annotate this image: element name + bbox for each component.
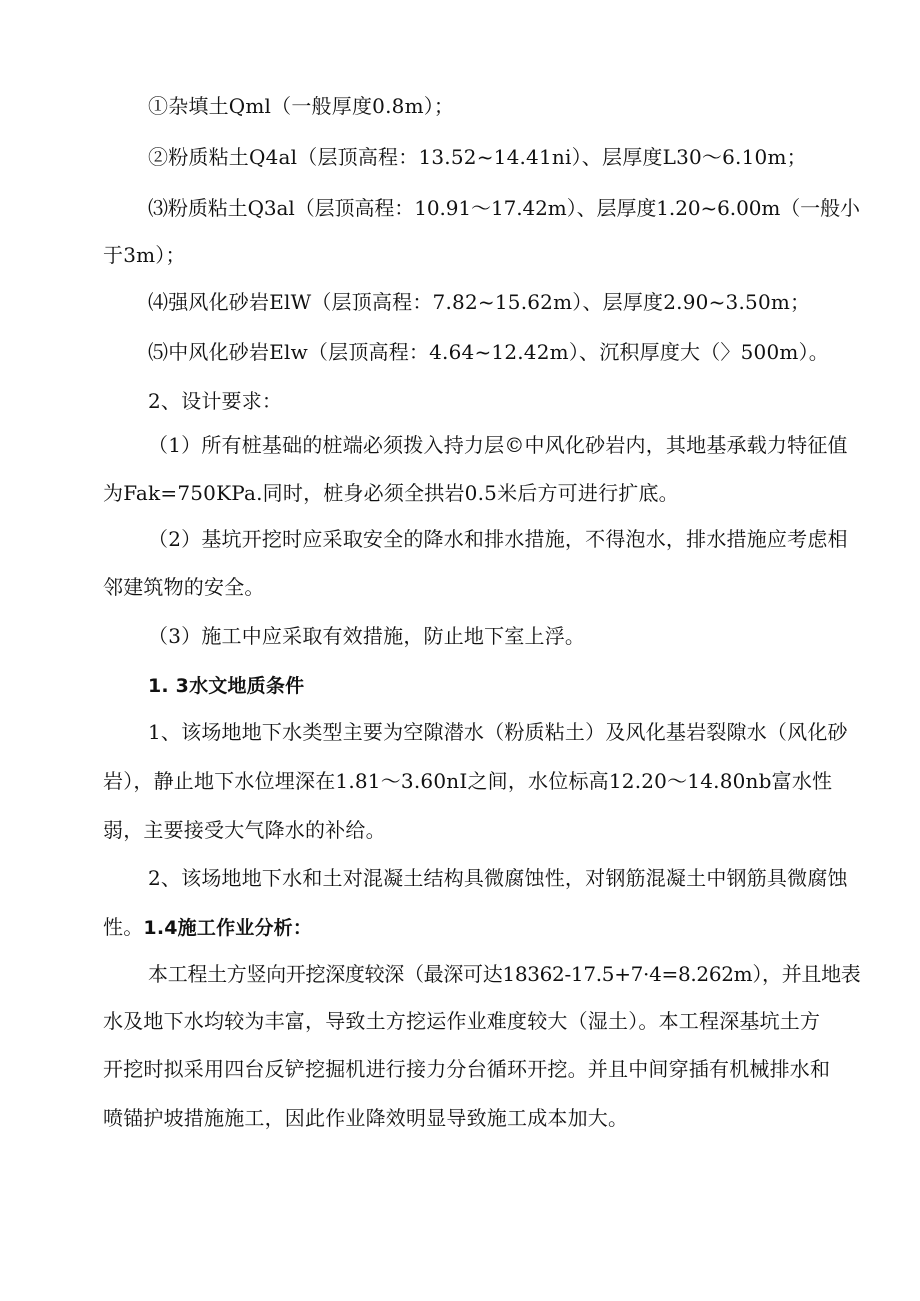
paragraph-soil-layer-1: ①杂填土Qml（一般厚度0.8m）；	[148, 94, 455, 118]
paragraph-soil-layer-3: ⑶粉质粘土Q3al（层顶高程：10.91～17.42m）、层厚度1.20~6.00m（一般小	[148, 196, 860, 220]
analysis-paragraph: 本工程土方竖向开挖深度较深（最深可达18362-17.5+7·4=8.262m），并且地表	[148, 962, 861, 986]
section-design-requirements: 2、设计要求：	[148, 389, 283, 413]
hydrogeology-paragraph-2: 2、该场地地下水和土对混凝土结构具微腐蚀性，对钢筋混凝土中钢筋具微腐蚀	[148, 866, 848, 890]
hydrogeology-paragraph-1-cont2: 弱，主要接受大气降水的补给。	[103, 818, 386, 842]
analysis-paragraph-cont: 水及地下水均较为丰富，导致土方挖运作业难度较大（湿土）。本工程深基坑土方	[103, 1009, 821, 1033]
paragraph-soil-layer-2: ②粉质粘土Q4al（层顶高程：13.52~14.41ni）、层厚度L30～6.10m；	[148, 145, 807, 169]
section-heading-construction-analysis: 1.4施工作业分析：	[143, 917, 313, 939]
analysis-paragraph-cont2: 开挖时拟采用四台反铲挖掘机进行接力分台循环开挖。并且中间穿插有机械排水和	[103, 1057, 831, 1081]
requirement-2: （2）基坑开挖时应采取安全的降水和排水措施，不得泡水，排水措施应考虑相	[148, 527, 848, 551]
requirement-2-cont: 邻建筑物的安全。	[103, 575, 265, 599]
requirement-1-cont: 为Fak=750KPa.同时，桩身必须全拱岩0.5米后方可进行扩底。	[103, 481, 679, 505]
hydrogeology-paragraph-1: 1、该场地地下水类型主要为空隙潜水（粉质粘土）及风化基岩裂隙水（风化砂	[148, 720, 848, 744]
paragraph-soil-layer-5: ⑸中风化砂岩Elw（层顶高程：4.64~12.42m）、沉积厚度大（〉500m）。	[148, 340, 829, 364]
hydrogeology-paragraph-2-tail: 性。	[103, 915, 144, 939]
section-heading-hydrogeology: 1. 3水文地质条件	[148, 675, 305, 697]
hydrogeology-paragraph-1-cont: 岩），静止地下水位埋深在1.81～3.60nI之间，水位标高12.20～14.80nb富水性	[103, 769, 833, 793]
requirement-3: （3）施工中应采取有效措施，防止地下室上浮。	[148, 624, 586, 648]
paragraph-soil-layer-4: ⑷强风化砂岩ElW（层顶高程：7.82~15.62m）、层厚度2.90~3.50m；	[148, 290, 811, 314]
hydrogeology-paragraph-2-cont	[103, 915, 312, 940]
paragraph-soil-layer-3-cont: 于3m）；	[103, 243, 186, 267]
requirement-1: （1）所有桩基础的桩端必须拨入持力层©中风化砂岩内，其地基承载力特征值	[148, 433, 848, 457]
analysis-paragraph-cont3: 喷锚护坡措施施工，因此作业降效明显导致施工成本加大。	[103, 1106, 629, 1130]
